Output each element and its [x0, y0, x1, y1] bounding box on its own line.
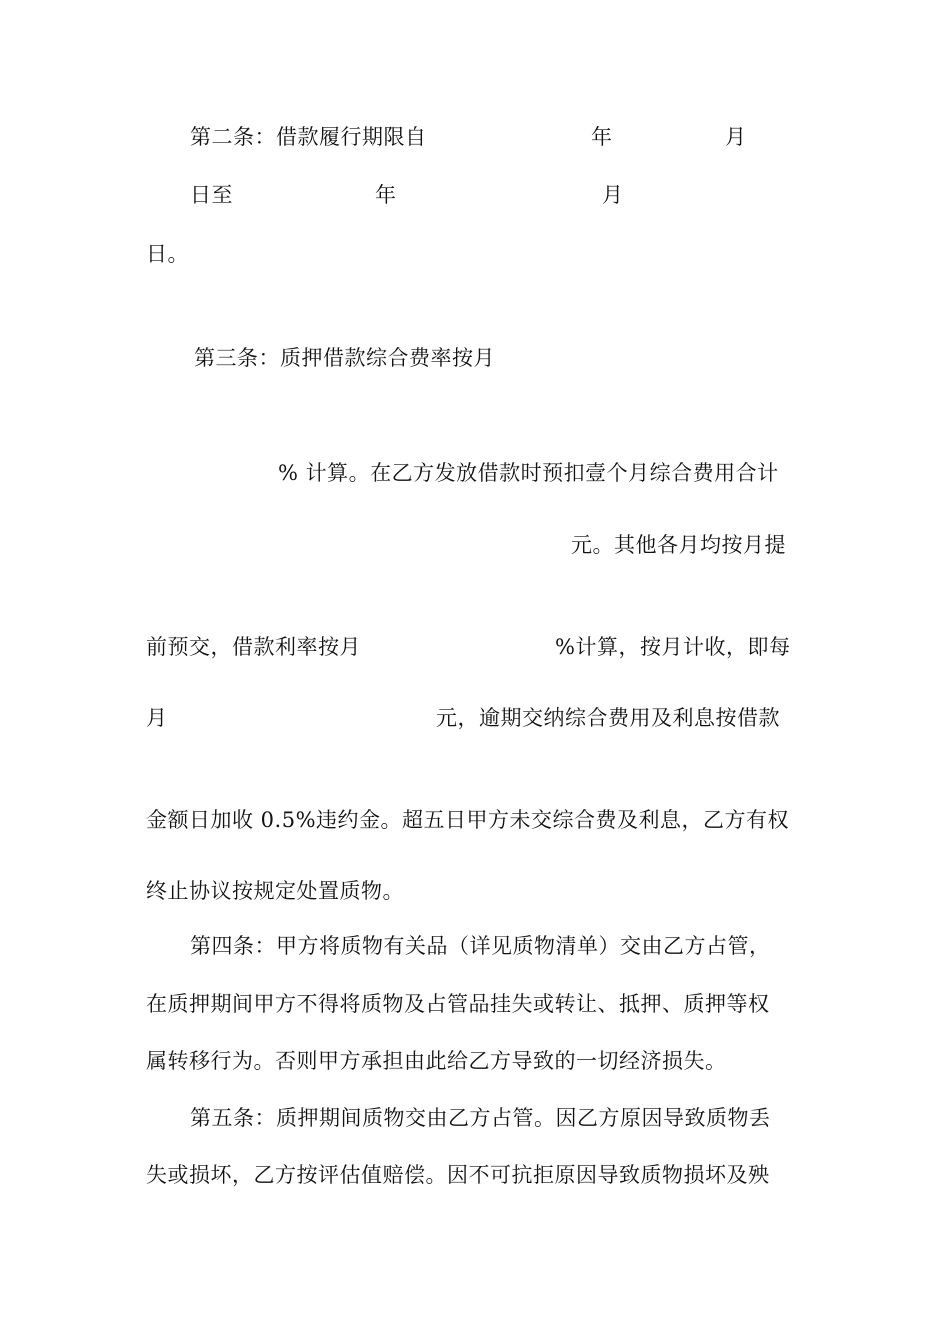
- article3-line6: 金额日加收 0.5%违约金。超五日甲方未交综合费及利息，乙方有权: [146, 808, 790, 832]
- article3-line5-right: 元，逾期交纳综合费用及利息按借款: [436, 706, 780, 730]
- article5-line2: 失或损坏，乙方按评估值赔偿。因不可抗拒原因导致质物损坏及殃: [146, 1163, 770, 1187]
- article3-line1: 第三条：质押借款综合费率按月: [194, 346, 495, 370]
- article3-line3: 元。其他各月均按月提: [571, 533, 786, 557]
- article3-line2: % 计算。在乙方发放借款时预扣壹个月综合费用合计: [278, 461, 779, 485]
- article2-line1-month: 月: [725, 125, 747, 149]
- article2-line1-year: 年: [591, 125, 613, 149]
- article2-line1-text: 第二条：借款履行期限自: [190, 125, 427, 149]
- article3-line4-right: %计算，按月计收，即每: [555, 635, 791, 659]
- article3-line7: 终止协议按规定处置质物。: [146, 879, 404, 903]
- article2-line2-year: 年: [375, 183, 397, 207]
- article3-line5-left: 月: [146, 706, 168, 730]
- article2-line2-month: 月: [602, 183, 624, 207]
- article4-line2: 在质押期间甲方不得将质物及占管品挂失或转让、抵押、质押等权: [146, 992, 770, 1016]
- article2-line3: 日。: [146, 242, 189, 266]
- article2-line2-day-to: 日至: [190, 183, 233, 207]
- article5-line1: 第五条：质押期间质物交由乙方占管。因乙方原因导致质物丢: [190, 1106, 771, 1130]
- article4-line1: 第四条：甲方将质物有关品（详见质物清单）交由乙方占管，: [190, 934, 771, 958]
- article3-line4-left: 前预交，借款利率按月: [146, 635, 361, 659]
- article4-line3: 属转移行为。否则甲方承担由此给乙方导致的一切经济损失。: [146, 1049, 727, 1073]
